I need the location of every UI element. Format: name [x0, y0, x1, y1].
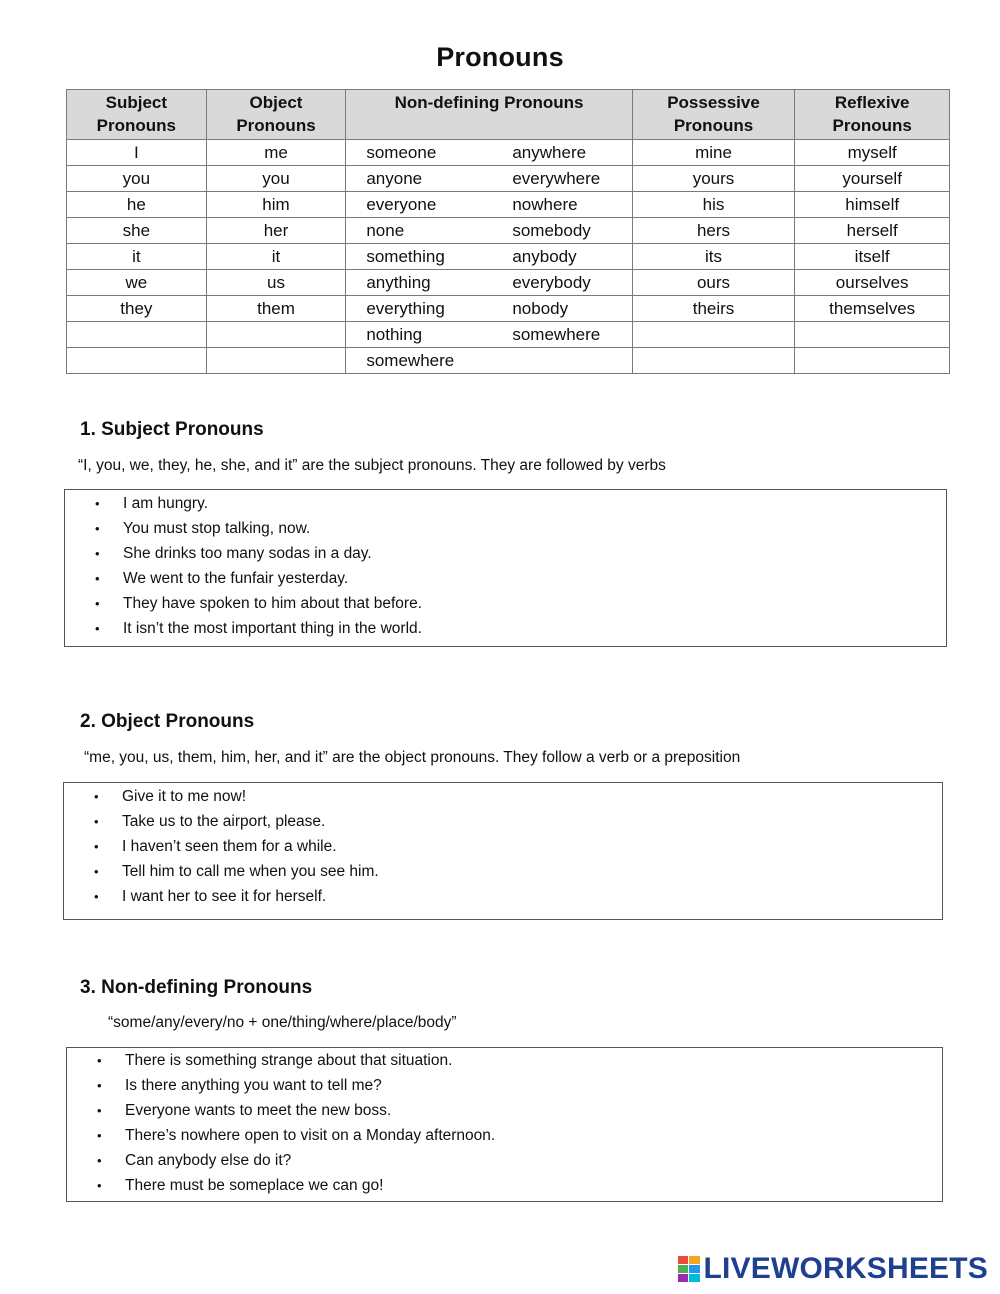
reflexive-cell: herself: [795, 218, 950, 244]
table-row: [67, 296, 950, 322]
example-sentence: They have spoken to him about that before.: [123, 595, 422, 612]
non-defining-cell: [346, 296, 632, 322]
non-defining-word: somewhere: [366, 350, 455, 370]
bullet-icon: •: [94, 789, 99, 804]
list-item: [65, 541, 946, 566]
example-sentence: I want her to see it for herself.: [122, 888, 327, 905]
object-cell: you: [206, 166, 346, 192]
section-description: “me, you, us, them, him, her, and it” are the object pronouns. They follow a verb or a preposition: [84, 749, 741, 766]
possessive-cell: [632, 348, 795, 374]
reflexive-cell: [795, 322, 950, 348]
list-item: [67, 1148, 942, 1173]
examples-list: [64, 784, 942, 909]
non-defining-word: everything: [366, 298, 445, 318]
section-heading-object-pronouns: 2. Object Pronouns: [80, 711, 255, 732]
bullet-icon: •: [95, 571, 100, 586]
bullet-icon: •: [97, 1153, 102, 1168]
table-row: [67, 192, 950, 218]
header-subject-pronouns: [67, 90, 207, 140]
header-text: Pronouns: [673, 116, 754, 135]
header-text: Pronouns: [96, 116, 176, 135]
bullet-icon: •: [97, 1053, 102, 1068]
non-defining-word: everybody: [512, 272, 591, 292]
list-item: [65, 566, 946, 591]
logo-icon-block: [678, 1256, 689, 1264]
object-cell: us: [206, 270, 346, 296]
subject-cell: we: [67, 270, 207, 296]
bullet-icon: •: [94, 889, 99, 904]
list-item: [67, 1048, 942, 1073]
header-text: Possessive: [667, 93, 760, 112]
example-sentence: There’s nowhere open to visit on a Monday afternoon.: [125, 1127, 496, 1144]
examples-box-object: [63, 782, 943, 920]
object-cell: them: [206, 296, 346, 322]
example-sentence: Is there anything you want to tell me?: [125, 1077, 382, 1094]
liveworksheets-logo-icon: [678, 1256, 700, 1282]
possessive-cell: hers: [632, 218, 795, 244]
list-item: [65, 591, 946, 616]
header-text: Object: [249, 93, 303, 112]
header-text: Pronouns: [832, 116, 912, 135]
example-sentence: There is something strange about that situation.: [125, 1052, 453, 1069]
table-row: [67, 218, 950, 244]
logo-icon-block: [678, 1274, 689, 1282]
non-defining-word: everyone: [366, 194, 437, 214]
bullet-icon: •: [97, 1178, 102, 1193]
reflexive-cell: myself: [795, 140, 950, 166]
examples-list: [67, 1048, 942, 1198]
subject-cell: I: [67, 140, 207, 166]
bullet-icon: •: [97, 1078, 102, 1093]
non-defining-word: somewhere: [512, 324, 601, 344]
non-defining-word: anyone: [366, 168, 423, 188]
bullet-icon: •: [94, 839, 99, 854]
table-row: [67, 140, 950, 166]
subject-cell: you: [67, 166, 207, 192]
possessive-cell: mine: [632, 140, 795, 166]
section-description: “some/any/every/no + one/thing/where/place/body”: [108, 1014, 457, 1031]
non-defining-word: everywhere: [512, 168, 601, 188]
section-heading-non-defining-pronouns: 3. Non-defining Pronouns: [80, 977, 313, 998]
non-defining-word: nothing: [366, 324, 423, 344]
list-item: [64, 809, 942, 834]
subject-cell: it: [67, 244, 207, 270]
possessive-cell: yours: [632, 166, 795, 192]
subject-cell: [67, 348, 207, 374]
subject-cell: they: [67, 296, 207, 322]
list-item: [64, 784, 942, 809]
table-row: [67, 166, 950, 192]
subject-cell: he: [67, 192, 207, 218]
non-defining-word: nobody: [512, 298, 569, 318]
page-title: Pronouns: [436, 42, 564, 72]
section-description: “I, you, we, they, he, she, and it” are the subject pronouns. They are followed by verbs: [78, 457, 666, 474]
bullet-icon: •: [94, 814, 99, 829]
reflexive-cell: yourself: [795, 166, 950, 192]
list-item: [64, 859, 942, 884]
example-sentence: We went to the funfair yesterday.: [123, 570, 349, 587]
list-item: [64, 884, 942, 909]
liveworksheets-logo[interactable]: [678, 1252, 989, 1286]
logo-text: LIVEWORKSHEETS: [703, 1252, 988, 1285]
non-defining-cell: [346, 166, 632, 192]
header-non-defining-pronouns: Non-defining Pronouns: [346, 90, 632, 140]
possessive-cell: ours: [632, 270, 795, 296]
non-defining-cell: [346, 218, 632, 244]
logo-icon-block: [689, 1274, 700, 1282]
non-defining-word: anything: [366, 272, 431, 292]
list-item: [67, 1173, 942, 1198]
pronouns-table: [66, 89, 950, 374]
possessive-cell: its: [632, 244, 795, 270]
non-defining-word: somebody: [512, 220, 591, 240]
example-sentence: Tell him to call me when you see him.: [122, 863, 379, 880]
object-cell: her: [206, 218, 346, 244]
object-cell: it: [206, 244, 346, 270]
object-cell: [206, 348, 346, 374]
object-cell: me: [206, 140, 346, 166]
reflexive-cell: itself: [795, 244, 950, 270]
reflexive-cell: ourselves: [795, 270, 950, 296]
logo-icon-block: [678, 1265, 689, 1273]
non-defining-cell: [346, 270, 632, 296]
list-item: [65, 491, 946, 516]
examples-box-subject: [64, 489, 947, 647]
possessive-cell: his: [632, 192, 795, 218]
header-possessive-pronouns: [632, 90, 795, 140]
reflexive-cell: [795, 348, 950, 374]
subject-cell: she: [67, 218, 207, 244]
possessive-cell: [632, 322, 795, 348]
non-defining-cell: [346, 244, 632, 270]
header-reflexive-pronouns: [795, 90, 950, 140]
logo-icon-block: [689, 1256, 700, 1264]
header-text: Reflexive: [834, 93, 910, 112]
non-defining-word: nowhere: [512, 194, 578, 214]
possessive-cell: theirs: [632, 296, 795, 322]
non-defining-word: anywhere: [512, 142, 587, 162]
example-sentence: I am hungry.: [123, 495, 209, 512]
bullet-icon: •: [97, 1103, 102, 1118]
table-row: [67, 348, 950, 374]
table-row: [67, 322, 950, 348]
bullet-icon: •: [95, 596, 100, 611]
non-defining-cell: [346, 348, 632, 374]
bullet-icon: •: [95, 521, 100, 536]
list-item: [64, 834, 942, 859]
non-defining-word: anybody: [512, 246, 577, 266]
non-defining-cell: [346, 192, 632, 218]
example-sentence: It isn’t the most important thing in the world.: [123, 620, 422, 637]
bullet-icon: •: [94, 864, 99, 879]
reflexive-cell: themselves: [795, 296, 950, 322]
example-sentence: I haven’t seen them for a while.: [122, 838, 337, 855]
non-defining-word: something: [366, 246, 445, 266]
subject-cell: [67, 322, 207, 348]
examples-box-non-defining: [66, 1047, 943, 1202]
list-item: [65, 616, 946, 641]
list-item: [67, 1073, 942, 1098]
example-sentence: You must stop talking, now.: [123, 520, 311, 537]
examples-list: [65, 491, 946, 641]
list-item: [67, 1098, 942, 1123]
example-sentence: Can anybody else do it?: [125, 1152, 292, 1169]
non-defining-word: someone: [366, 142, 437, 162]
list-item: [65, 516, 946, 541]
bullet-icon: •: [95, 546, 100, 561]
header-object-pronouns: [206, 90, 346, 140]
table-header-row: [67, 90, 950, 140]
non-defining-word: none: [366, 220, 405, 240]
logo-icon-block: [689, 1265, 700, 1273]
reflexive-cell: himself: [795, 192, 950, 218]
header-text: Subject: [105, 93, 168, 112]
bullet-icon: •: [95, 496, 100, 511]
non-defining-cell: [346, 140, 632, 166]
example-sentence: She drinks too many sodas in a day.: [123, 545, 372, 562]
bullet-icon: •: [97, 1128, 102, 1143]
header-text: Pronouns: [236, 116, 316, 135]
object-cell: him: [206, 192, 346, 218]
object-cell: [206, 322, 346, 348]
section-heading-subject-pronouns: 1. Subject Pronouns: [80, 419, 264, 440]
example-sentence: There must be someplace we can go!: [125, 1177, 384, 1194]
non-defining-cell: [346, 322, 632, 348]
example-sentence: Take us to the airport, please.: [122, 813, 326, 830]
table-row: [67, 270, 950, 296]
table-row: [67, 244, 950, 270]
list-item: [67, 1123, 942, 1148]
example-sentence: Give it to me now!: [122, 788, 247, 805]
bullet-icon: •: [95, 621, 100, 636]
example-sentence: Everyone wants to meet the new boss.: [125, 1102, 392, 1119]
